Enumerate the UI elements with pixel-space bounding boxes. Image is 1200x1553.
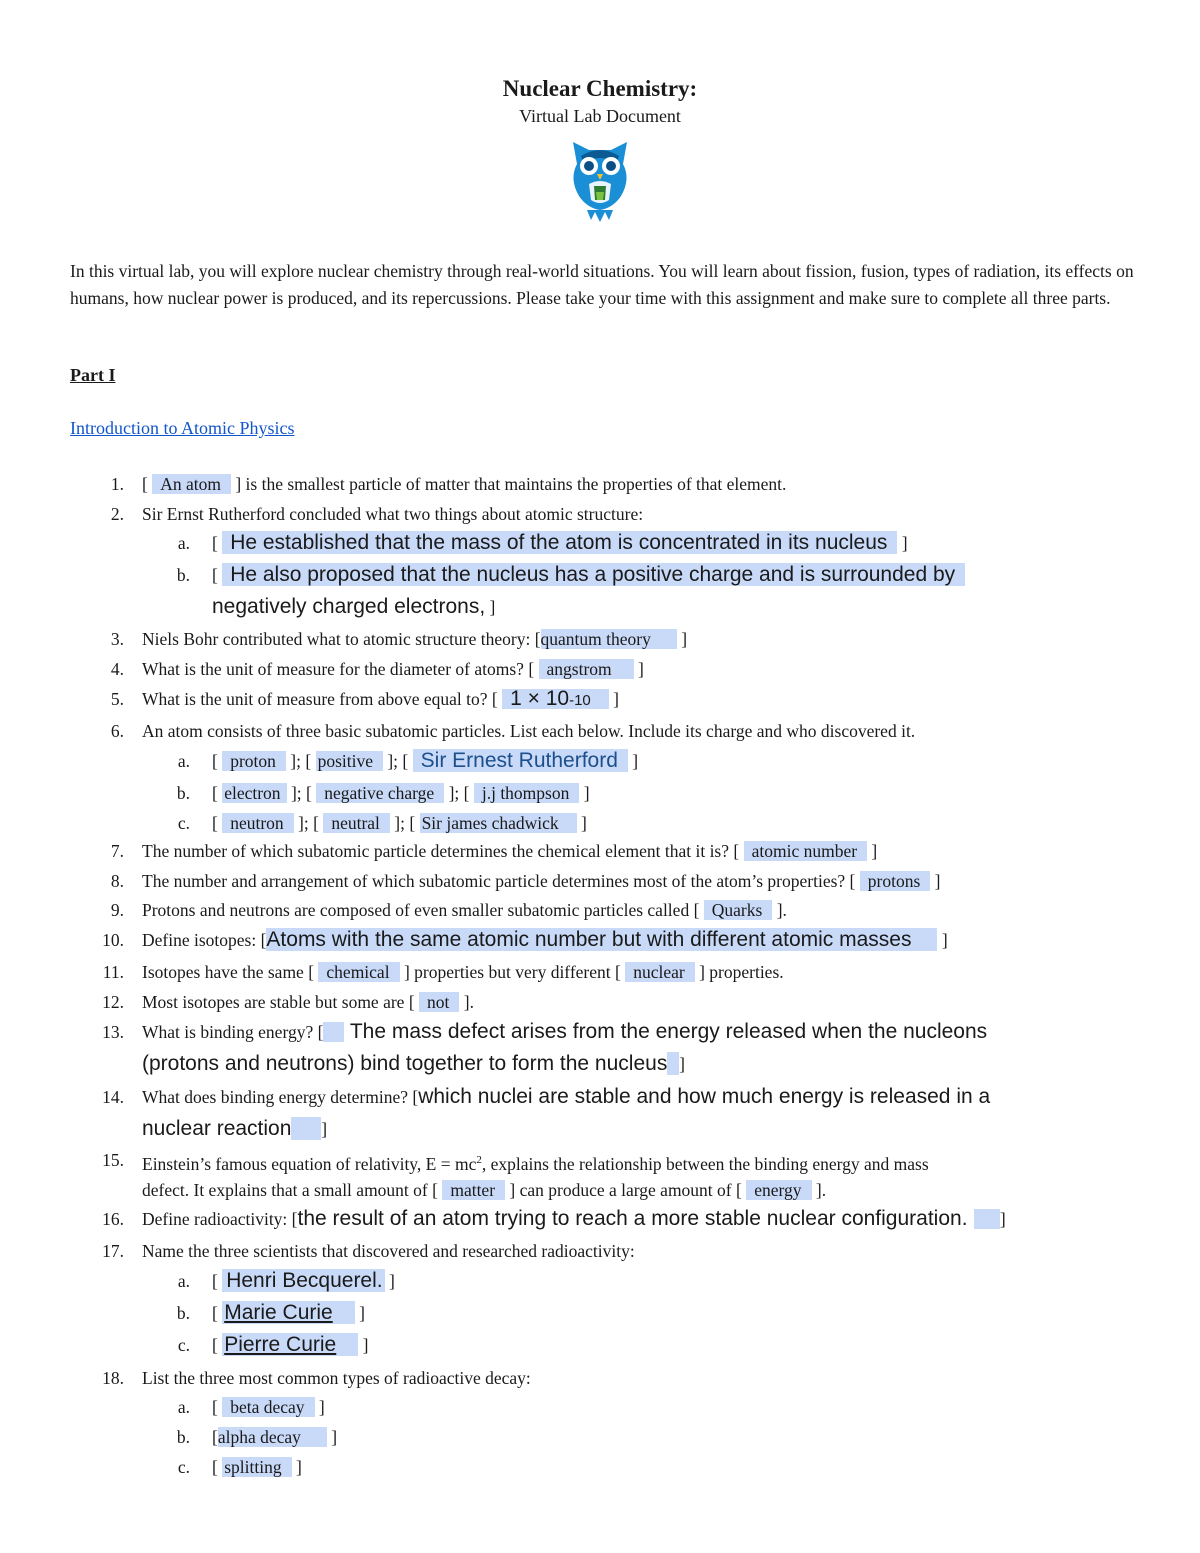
document-page: Nuclear Chemistry: Virtual Lab Document In this virtual lab, you will explore nuclear chemistry through real-world situations. You will learn about fission, fusion, types of radiation, its effects on humans, how nuclear power is produced, and its repercussions. Please take your time with this assignment and make sure to complete all three parts. Part I Introduction to Atomic Physics 1. [ An atom ] is the smallest particle of matter that maintains the properties of that element. 2. Sir Ernst Rutherford concluded what two things about atomic structure: a. [ He established that the mass of the atom is concentrated in its nucleus ] b. [ He also proposed that the nucleus has a positive charge and is surrounded by negatively charged electrons, ] 3. Niels Bohr contributed what to atomic structure theory: [quantum theory ] 4. What is the unit of measure for the diameter of atoms? [ angstrom ] 5. What is the unit of measure from above equal to? [ 1 × 10-10 ] 6. An atom consists of three basic subatomic particles. List each below. Include its charge and who discovered it. a. [ proton ]; [ positive ]; [ Sir Ernest Rutherford ] b. [ electron ]; [ negative charge ]; [ j.j thompson ] c. [ neutron ]; [ neutral ]; [ Sir james chadwick ] 7. The number of which subatomic particle determines the chemical element that it is? [ atomic number ] 8. The number and arrangement of which subatomic particle determines most of the atom’s properties? [ protons ] 9. Protons and neutrons are composed of even smaller subatomic particles called [ Quarks ]. 10. Define isotopes: [Atoms with the same atomic number but with different atomic masses ] 11. Isotopes have the same [ chemical ] properties but very different [ nuclear ] properties. 12. Most isotopes are stable but some are [ not ]. 13. What is binding energy? [ The mass defect arises from the energy released when the nucleons (protons and neutrons) bind together to form the nucleus ] 14. What does binding energy determine? [which nuclei are stable and how much energy is released in a nuclear reaction ] 15. Einstein’s famous equation of relativity, $E = mc^2$, explains the relationship between the binding energy and mass defect. It explains that a small amount of [ matter ] can produce a large amount of [ energy ]. 16. Define radioactivity: [the result of an atom trying to reach a more stable nuclear configuration. ] 17. Name the three scientists that discovered and researched radioactivity: a. [ Henri Becquerel. ] b. [ Marie Curie ] c. [ Pierre Curie ] 18. List the three most common types of radioactive decay: a. [ beta decay ] b. [alpha decay ] c. [ splitting ] [0, 0, 1200, 1553]
answer-field[interactable]: Henri Becquerel. [222, 1269, 384, 1292]
answer-field[interactable]: atomic number [744, 841, 867, 861]
document-title: Nuclear Chemistry: [502, 76, 698, 101]
answer-field[interactable]: He established that the mass of the atom is concentrated in its nucleus [222, 531, 897, 554]
document-subtitle: Virtual Lab Document [519, 106, 681, 126]
answer-field[interactable]: which nuclei are stable and how much energy is released in a [418, 1085, 991, 1108]
answer-field[interactable]: not [419, 992, 459, 1012]
answer-field[interactable]: Atoms with the same atomic number but with different atomic masses [266, 928, 937, 951]
owl-logo-icon [561, 134, 639, 224]
answer-field[interactable]: positive [316, 751, 383, 771]
answer-field[interactable]: An atom [152, 474, 231, 494]
answer-field[interactable]: beta decay [222, 1397, 314, 1417]
intro-paragraph: In this virtual lab, you will explore nuclear chemistry through real-world situations. You will learn about fission, fusion, types of radiation, its effects on humans, how nuclear power is produced, and its repercussions. Please take your time with this assignment and make sure to complete all three parts. [70, 261, 1134, 308]
answer-field[interactable]: j.j thompson [474, 783, 580, 803]
answer-field[interactable]: electron [222, 783, 286, 803]
part-heading: Part I [70, 365, 116, 385]
answer-field[interactable]: alpha decay [218, 1427, 327, 1447]
answer-field[interactable]: negative charge [316, 783, 444, 803]
answer-field[interactable]: energy [746, 1180, 811, 1200]
answer-field[interactable]: neutron [222, 813, 293, 833]
answer-field[interactable]: neutral [323, 813, 390, 833]
answer-field-cont[interactable]: (protons and neutrons) bind together to form the nucleus [142, 1052, 668, 1075]
answer-field[interactable]: splitting [222, 1457, 291, 1477]
answer-field[interactable]: He also proposed that the nucleus has a positive charge and is surrounded by [222, 563, 965, 586]
answer-field[interactable]: quantum theory [541, 629, 677, 649]
answer-field[interactable]: Sir Ernest Rutherford [413, 749, 628, 772]
section-link[interactable]: Introduction to Atomic Physics [70, 418, 295, 438]
answer-field[interactable]: matter [442, 1180, 505, 1200]
answer-field[interactable]: the result of an atom trying to reach a more stable nuclear configuration. [297, 1207, 968, 1230]
answer-field[interactable]: proton [222, 751, 286, 771]
answer-field-cont[interactable]: nuclear reaction [142, 1117, 292, 1140]
answer-field[interactable]: protons [860, 871, 931, 891]
answer-field[interactable]: Pierre Curie [222, 1333, 358, 1356]
answer-field[interactable]: nuclear [625, 962, 695, 982]
answer-field[interactable]: The mass defect arises from the energy released when the nucleons [349, 1020, 988, 1043]
answer-field[interactable]: Sir james chadwick [420, 813, 577, 833]
answer-field[interactable]: angstrom [539, 659, 634, 679]
answer-field[interactable]: 1 × 10-10 [502, 689, 609, 709]
answer-field[interactable]: Quarks [704, 900, 773, 920]
answer-field-cont[interactable]: negatively charged electrons, [212, 595, 486, 618]
answer-field[interactable]: chemical [318, 962, 399, 982]
answer-field[interactable]: Marie Curie [222, 1301, 355, 1324]
